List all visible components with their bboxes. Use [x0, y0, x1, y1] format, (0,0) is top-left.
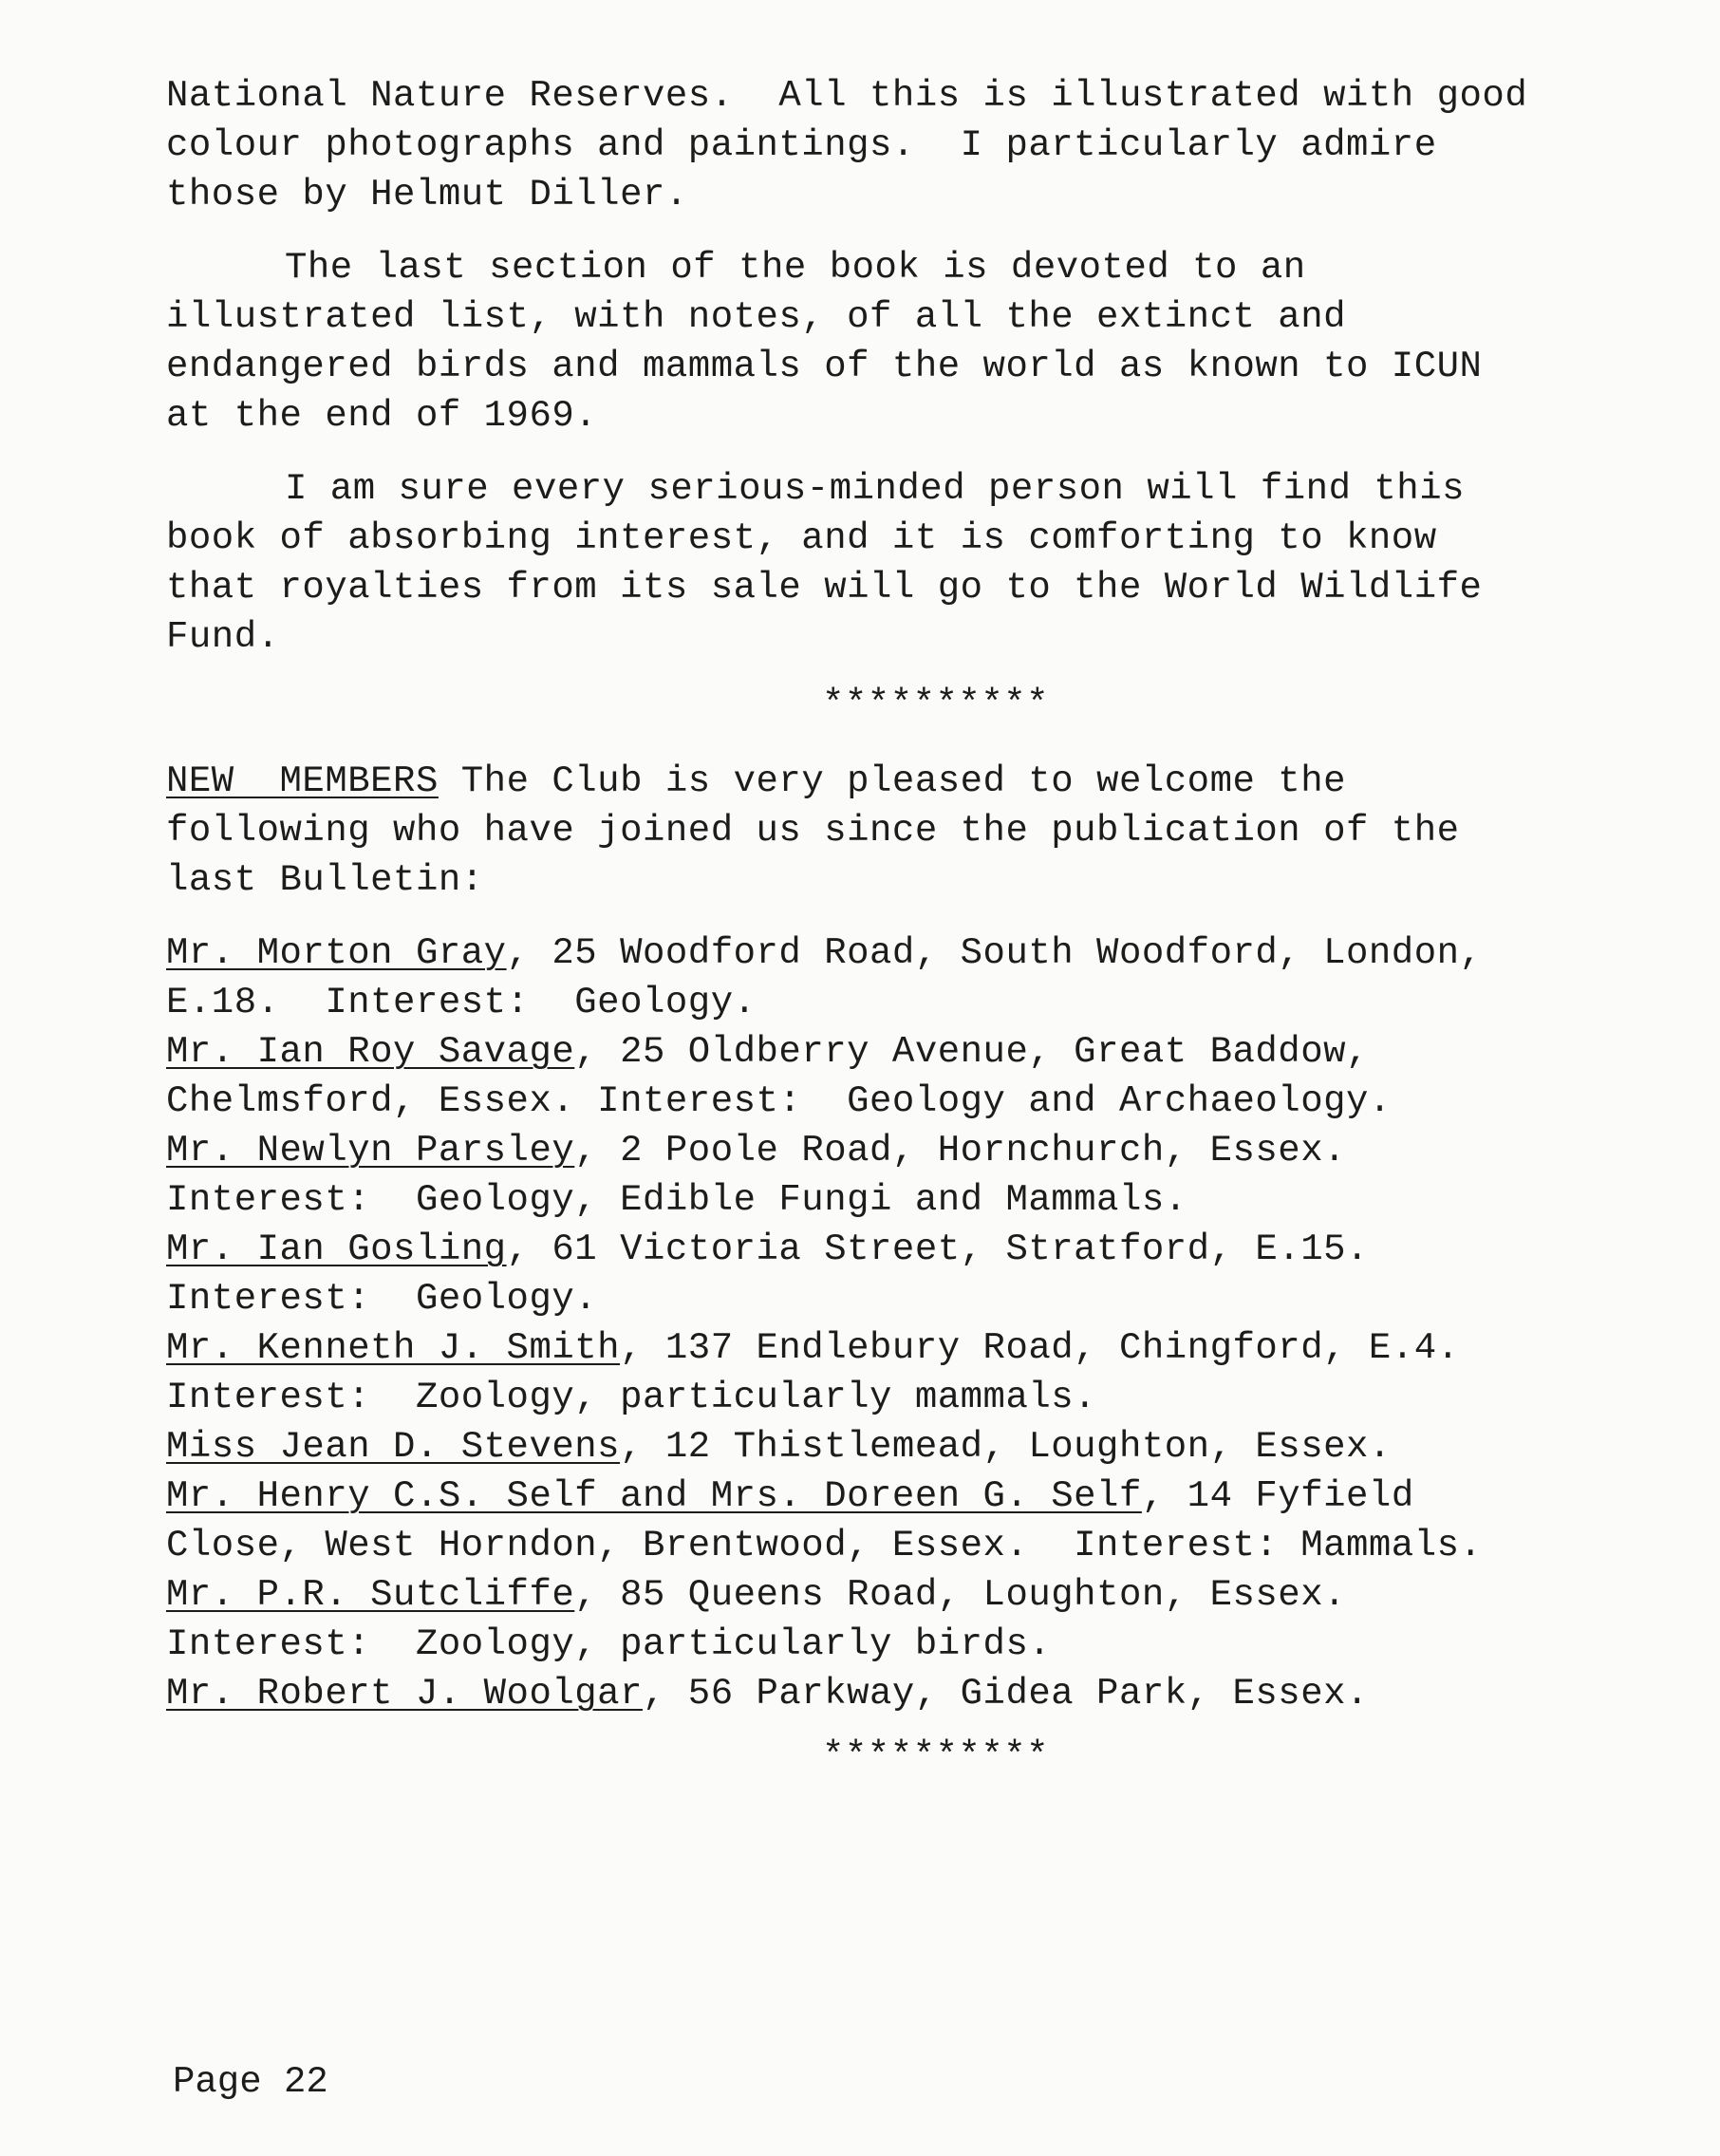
member-detail: Interest: Geology, Edible Fungi and Mammals. [166, 1179, 1187, 1221]
member-entry [166, 1225, 1369, 1274]
paragraph-line: Fund. [166, 616, 280, 658]
member-address: , 25 Oldberry Avenue, Great Baddow, [574, 1031, 1369, 1073]
member-detail: Interest: Geology. [166, 1278, 598, 1320]
member-name: Mr. Robert J. Woolgar [166, 1673, 643, 1715]
section-heading: NEW MEMBERS [166, 760, 439, 802]
paragraph-line: at the end of 1969. [166, 395, 598, 437]
member-address: , 2 Poole Road, Hornchurch, Essex. [574, 1130, 1347, 1172]
member-name: Mr. Morton Gray [166, 932, 507, 974]
member-address: , 25 Woodford Road, South Woodford, London, [506, 932, 1483, 974]
paragraph-line: that royalties from its sale will go to the World Wildlife [166, 567, 1483, 609]
page-number: Page 22 [173, 2061, 328, 2103]
paragraph-line: book of absorbing interest, and it is comforting to know [166, 517, 1437, 559]
member-entry [166, 1126, 1346, 1175]
member-detail: Close, West Horndon, Brentwood, Essex. Interest: Mammals. [166, 1525, 1483, 1566]
paragraph-line: The last section of the book is devoted to an [285, 247, 1306, 289]
member-name: Mr. Ian Roy Savage [166, 1031, 575, 1073]
paragraph-line: I am sure every serious-minded person will find this [285, 468, 1465, 510]
member-entry [166, 1027, 1369, 1077]
section-separator: ********** [822, 684, 1050, 725]
member-detail: Interest: Zoology, particularly birds. [166, 1623, 1052, 1665]
member-detail: Chelmsford, Essex. Interest: Geology and Archaeology. [166, 1080, 1392, 1122]
member-name: Miss Jean D. Stevens [166, 1426, 621, 1468]
member-address: , 61 Victoria Street, Stratford, E.15. [506, 1228, 1369, 1270]
member-entry [166, 1472, 1414, 1521]
member-name: Mr. Kenneth J. Smith [166, 1327, 621, 1369]
member-detail: E.18. Interest: Geology. [166, 982, 757, 1023]
member-address: , 85 Queens Road, Loughton, Essex. [574, 1574, 1347, 1616]
member-entry [166, 928, 1482, 978]
member-address: , 56 Parkway, Gidea Park, Essex. [642, 1673, 1369, 1715]
paragraph-line: endangered birds and mammals of the world as known to ICUN [166, 346, 1483, 387]
member-entry [166, 1669, 1369, 1718]
member-entry [166, 1422, 1392, 1472]
member-name: Mr. Newlyn Parsley [166, 1130, 575, 1172]
paragraph-line: illustrated list, with notes, of all the extinct and [166, 296, 1346, 338]
intro-line: following who have joined us since the publication of the [166, 810, 1460, 852]
paragraph-line: those by Helmut Diller. [166, 174, 688, 216]
section-separator: ********** [822, 1735, 1050, 1777]
member-name: Mr. Henry C.S. Self and Mrs. Doreen G. Self [166, 1475, 1142, 1517]
member-address: , 14 Fyfield [1141, 1475, 1414, 1517]
member-detail: Interest: Zoology, particularly mammals. [166, 1377, 1097, 1418]
member-address: , 137 Endlebury Road, Chingford, E.4. [620, 1327, 1460, 1369]
member-name: Mr. Ian Gosling [166, 1228, 507, 1270]
member-address: , 12 Thistlemead, Loughton, Essex. [620, 1426, 1392, 1468]
member-entry [166, 1570, 1346, 1620]
new-members-intro [166, 757, 1346, 806]
intro-text: The Club is very pleased to welcome the [438, 760, 1347, 802]
paragraph-line: National Nature Reserves. All this is illustrated with good [166, 75, 1528, 117]
member-entry [166, 1323, 1460, 1373]
member-name: Mr. P.R. Sutcliffe [166, 1574, 575, 1616]
paragraph-line: colour photographs and paintings. I particularly admire [166, 124, 1437, 166]
intro-line: last Bulletin: [166, 859, 484, 901]
